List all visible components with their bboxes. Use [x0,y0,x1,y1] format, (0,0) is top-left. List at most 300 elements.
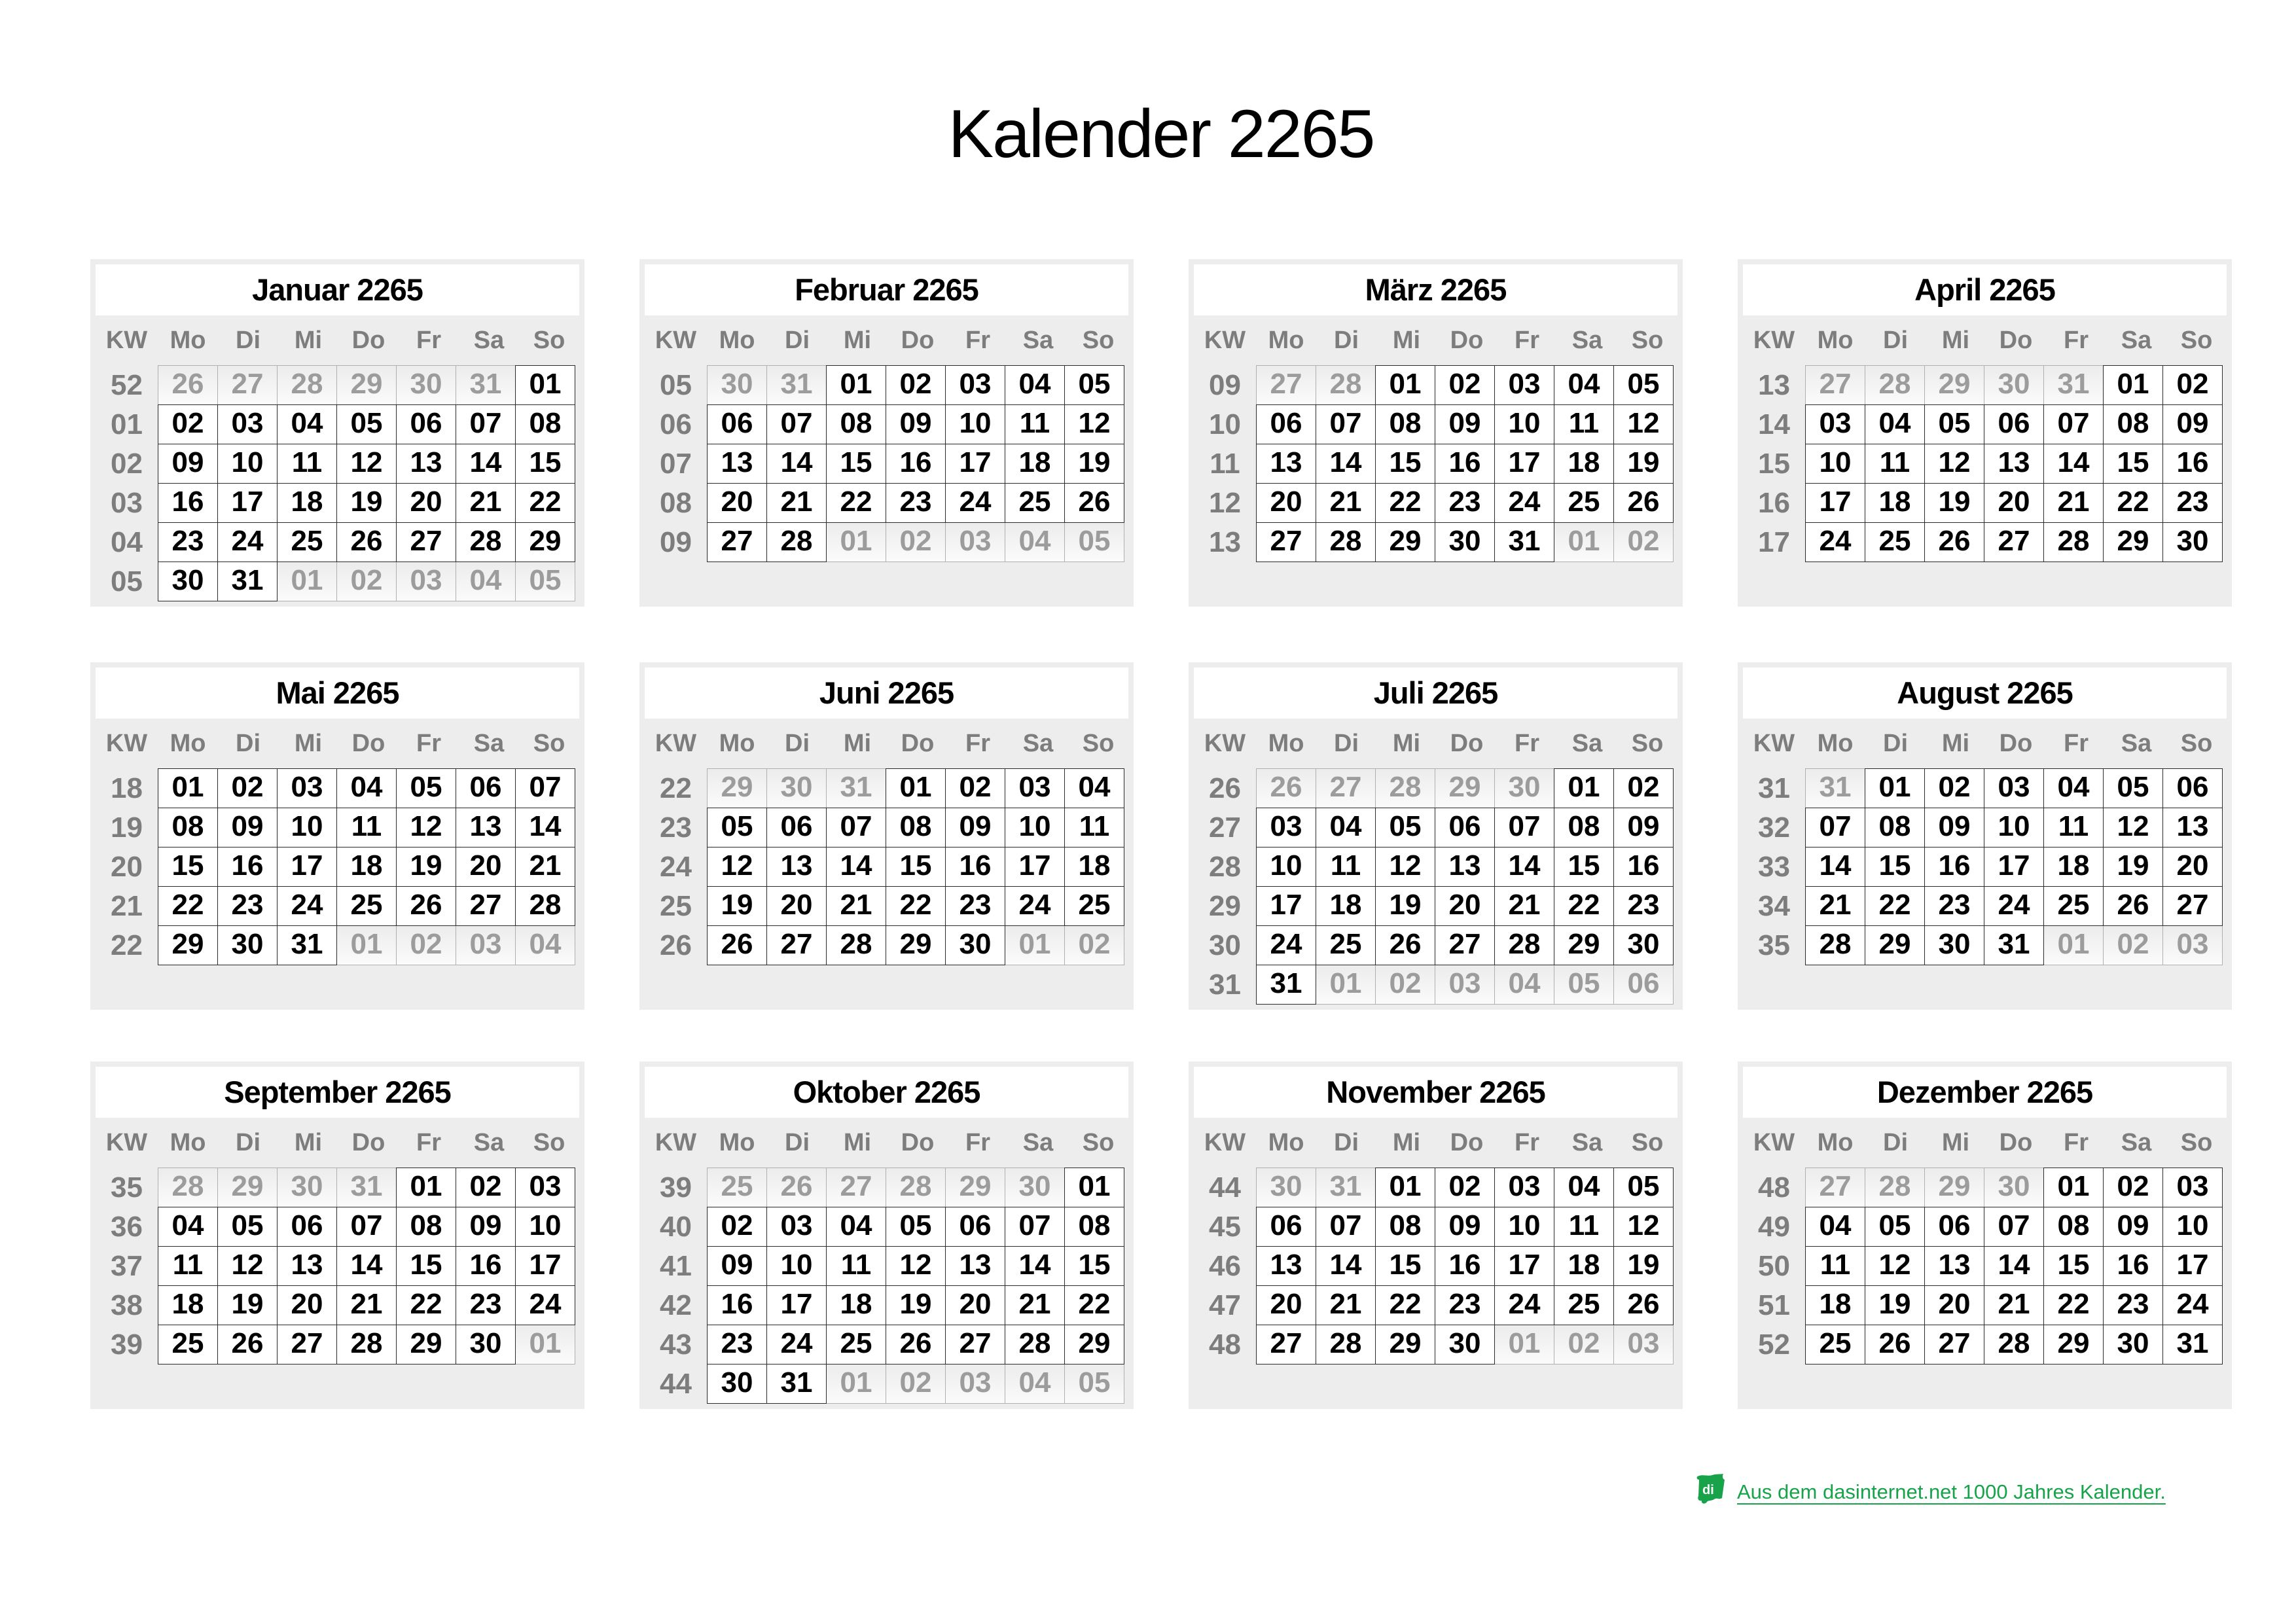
day-cell: 11 [1554,1207,1614,1247]
weekday-header-row [96,719,579,768]
weekday-header-label: Sa [473,1128,505,1156]
day-cell: 31 [1984,925,2044,965]
kw-number: 02 [111,447,143,480]
day-cell: 28 [1316,522,1376,562]
day-cell: 30 [217,925,278,965]
calendar-week-row [96,925,579,965]
day-cell: 04 [336,768,397,808]
kw-number: 24 [660,850,692,883]
day-cell: 05 [1375,808,1435,847]
month-title: Januar 2265 [96,264,579,315]
calendar-week-row [96,1246,579,1286]
day-cell: 01 [515,365,575,405]
kw-number: 26 [660,929,692,961]
day-cell: 09 [1435,1207,1495,1247]
adjacent-month-day-cell: 01 [2043,925,2104,965]
day-cell: 19 [1375,886,1435,926]
weekday-header-label: Mo [1268,326,1304,354]
day-cell: 12 [217,1246,278,1286]
day-cell: 07 [1984,1207,2044,1247]
day-cell: 20 [766,886,827,926]
kw-number: 33 [1758,850,1790,883]
day-cell: 14 [1805,847,1865,887]
day-cell: 04 [1865,404,1925,444]
day-cell: 29 [1554,925,1614,965]
adjacent-month-day-cell: 26 [1256,768,1316,808]
adjacent-month-day-cell: 30 [766,768,827,808]
day-cell: 01 [826,365,886,405]
day-cell: 27 [766,925,827,965]
calendar-week-row [645,1364,1128,1404]
month-block [1189,1061,1683,1409]
day-cell: 13 [1256,444,1316,484]
adjacent-month-day-cell: 29 [1435,768,1495,808]
weekday-header-label: Di [785,326,810,354]
month-block [639,1061,1134,1409]
day-cell: 04 [1554,365,1614,405]
kw-number: 30 [1209,929,1241,961]
adjacent-month-day-cell: 02 [886,1364,946,1404]
adjacent-month-day-cell: 25 [707,1168,767,1207]
day-cell: 06 [396,404,456,444]
weekday-header-label: Do [351,1128,386,1156]
day-cell: 26 [396,886,456,926]
day-cell: 19 [1865,1285,1925,1325]
months-row-2 [90,662,2232,1010]
day-cell: 31 [766,1364,827,1404]
day-cell: 24 [1005,886,1065,926]
kw-number: 01 [111,408,143,440]
day-cell: 20 [707,483,767,523]
day-cell: 29 [1375,522,1435,562]
kw-number: 38 [111,1289,143,1321]
day-cell: 27 [396,522,456,562]
day-cell: 02 [1613,768,1674,808]
day-cell: 09 [1435,404,1495,444]
day-cell: 25 [1005,483,1065,523]
weekday-header-label: So [1631,1128,1664,1156]
calendar-week-row [645,925,1128,965]
calendar-week-row [1194,522,1677,562]
kw-number: 27 [1209,811,1241,844]
kw-header-label: KW [655,729,697,757]
day-cell: 10 [515,1207,575,1247]
adjacent-month-day-cell: 03 [1435,965,1495,1005]
kw-number: 52 [1758,1328,1790,1361]
kw-header-label: KW [1204,1128,1246,1156]
day-cell: 26 [886,1325,946,1364]
day-cell: 06 [2162,768,2223,808]
calendar-week-row [1743,925,2227,965]
calendar-week-row [96,522,579,562]
day-cell: 04 [158,1207,218,1247]
day-cell: 31 [1494,522,1554,562]
day-cell: 27 [1256,1325,1316,1364]
day-cell: 20 [945,1285,1005,1325]
day-cell: 11 [826,1246,886,1286]
day-cell: 29 [515,522,575,562]
month-title: November 2265 [1194,1067,1677,1118]
weekday-header-label: Sa [1022,1128,1054,1156]
day-cell: 17 [2162,1246,2223,1286]
calendar-week-row [1743,483,2227,523]
kw-number: 26 [1209,772,1241,804]
weekday-header-label: Do [901,729,935,757]
weekday-header-label: Di [236,729,260,757]
day-cell: 31 [277,925,337,965]
weekday-header-label: Sa [1571,729,1603,757]
calendar-week-row [1194,483,1677,523]
kw-number: 07 [660,447,692,480]
day-cell: 30 [707,1364,767,1404]
weekday-header-label: Sa [2121,326,2152,354]
weekday-header-label: Di [1334,326,1359,354]
day-cell: 25 [1554,483,1614,523]
day-cell: 18 [1005,444,1065,484]
weekday-header-label: Mo [719,1128,755,1156]
calendar-week-row [1743,768,2227,808]
day-cell: 18 [1554,1246,1614,1286]
day-cell: 30 [1613,925,1674,965]
day-cell: 08 [1064,1207,1124,1247]
adjacent-month-day-cell: 30 [1984,365,2044,405]
kw-number: 06 [660,408,692,440]
weekday-header-label: So [2180,729,2213,757]
day-cell: 23 [2162,483,2223,523]
weekday-header-label: Mi [294,729,323,757]
kw-number: 17 [1758,526,1790,558]
weekday-header-label: Mi [1392,729,1421,757]
month-title: Dezember 2265 [1743,1067,2227,1118]
day-cell: 26 [336,522,397,562]
weekday-header-label: Mi [1392,326,1421,354]
weekday-header-label: So [1082,326,1115,354]
day-cell: 16 [1924,847,1984,887]
adjacent-month-day-cell: 29 [1924,365,1984,405]
day-cell: 14 [336,1246,397,1286]
day-cell: 24 [2162,1285,2223,1325]
day-cell: 15 [1554,847,1614,887]
kw-number: 22 [111,929,143,961]
day-cell: 29 [1375,1325,1435,1364]
month-block [90,259,584,607]
day-cell: 12 [1865,1246,1925,1286]
kw-header-label: KW [105,1128,148,1156]
kw-number: 21 [111,889,143,922]
day-cell: 02 [945,768,1005,808]
day-cell: 19 [396,847,456,887]
weekday-header-label: Mi [1941,1128,1970,1156]
day-cell: 25 [1805,1325,1865,1364]
kw-number: 46 [1209,1249,1241,1282]
adjacent-month-day-cell: 03 [945,1364,1005,1404]
day-cell: 28 [826,925,886,965]
day-cell: 28 [336,1325,397,1364]
day-cell: 14 [456,444,516,484]
kw-number: 18 [111,772,143,804]
day-cell: 24 [515,1285,575,1325]
day-cell: 28 [1984,1325,2044,1364]
day-cell: 01 [1064,1168,1124,1207]
month-block [90,662,584,1010]
day-cell: 08 [2103,404,2163,444]
kw-number: 48 [1209,1328,1241,1361]
day-cell: 26 [1613,1285,1674,1325]
day-cell: 06 [456,768,516,808]
adjacent-month-day-cell: 01 [515,1325,575,1364]
adjacent-month-day-cell: 05 [515,562,575,601]
day-cell: 13 [1435,847,1495,887]
adjacent-month-day-cell: 02 [2103,925,2163,965]
adjacent-month-day-cell: 30 [1005,1168,1065,1207]
day-cell: 13 [1256,1246,1316,1286]
day-cell: 23 [2103,1285,2163,1325]
weekday-header-label: Mi [294,1128,323,1156]
weekday-header-label: Sa [2121,729,2152,757]
day-cell: 05 [1865,1207,1925,1247]
day-cell: 27 [2162,886,2223,926]
calendar-week-row [1194,1285,1677,1325]
day-cell: 23 [456,1285,516,1325]
adjacent-month-day-cell: 01 [1554,522,1614,562]
day-cell: 21 [456,483,516,523]
day-cell: 14 [826,847,886,887]
day-cell: 03 [1494,365,1554,405]
kw-number: 42 [660,1289,692,1321]
day-cell: 16 [707,1285,767,1325]
day-cell: 12 [1613,1207,1674,1247]
kw-number: 05 [660,368,692,401]
day-cell: 05 [707,808,767,847]
day-cell: 22 [1865,886,1925,926]
kw-number: 50 [1758,1249,1790,1282]
day-cell: 21 [1316,1285,1376,1325]
day-cell: 10 [1805,444,1865,484]
day-cell: 22 [886,886,946,926]
weekday-header-row [1194,1118,1677,1168]
day-cell: 05 [1924,404,1984,444]
kw-number: 11 [1210,447,1240,480]
day-cell: 31 [2162,1325,2223,1364]
day-cell: 25 [158,1325,218,1364]
kw-number: 10 [1209,408,1241,440]
day-cell: 10 [1984,808,2044,847]
weekday-header-label: Do [1450,1128,1484,1156]
adjacent-month-day-cell: 02 [1613,522,1674,562]
weekday-header-label: Mo [1817,326,1854,354]
day-cell: 26 [1924,522,1984,562]
day-cell: 01 [1375,365,1435,405]
kw-number: 14 [1758,408,1790,440]
kw-number: 20 [111,850,143,883]
kw-number: 28 [1209,850,1241,883]
day-cell: 20 [277,1285,337,1325]
kw-number: 45 [1209,1210,1241,1243]
weekday-header-label: Do [351,326,386,354]
day-cell: 15 [1865,847,1925,887]
day-cell: 18 [1554,444,1614,484]
day-cell: 02 [1924,768,1984,808]
adjacent-month-day-cell: 02 [396,925,456,965]
day-cell: 18 [158,1285,218,1325]
day-cell: 10 [1256,847,1316,887]
adjacent-month-day-cell: 27 [1316,768,1376,808]
weekday-header-label: Sa [1022,729,1054,757]
adjacent-month-day-cell: 28 [158,1168,218,1207]
weekday-header-label: Fr [965,1128,990,1156]
weekday-header-label: Sa [473,326,505,354]
weekday-header-label: Fr [1515,1128,1539,1156]
calendar-week-row [1194,404,1677,444]
day-cell: 21 [515,847,575,887]
weekday-header-label: Do [1999,1128,2033,1156]
calendar-week-row [1194,925,1677,965]
month-block [1189,662,1683,1010]
adjacent-month-day-cell: 27 [1805,1168,1865,1207]
day-cell: 09 [158,444,218,484]
day-cell: 02 [1435,1168,1495,1207]
weekday-header-label: Fr [1515,326,1539,354]
day-cell: 23 [1435,1285,1495,1325]
day-cell: 07 [1005,1207,1065,1247]
day-cell: 19 [1064,444,1124,484]
month-block [639,259,1134,607]
day-cell: 22 [396,1285,456,1325]
day-cell: 21 [1805,886,1865,926]
kw-number: 39 [111,1328,143,1361]
day-cell: 27 [1924,1325,1984,1364]
weekday-header-label: Fr [2064,729,2089,757]
weekday-header-label: Mi [1392,1128,1421,1156]
day-cell: 02 [158,404,218,444]
day-cell: 09 [217,808,278,847]
day-cell: 20 [1924,1285,1984,1325]
kw-number: 34 [1758,889,1790,922]
calendar-week-row [1743,522,2227,562]
adjacent-month-day-cell: 05 [1554,965,1614,1005]
adjacent-month-day-cell: 05 [1064,1364,1124,1404]
day-cell: 21 [826,886,886,926]
calendar-week-row [1743,1207,2227,1247]
day-cell: 12 [886,1246,946,1286]
weekday-header-row [645,719,1128,768]
kw-number: 48 [1758,1171,1790,1204]
day-cell: 02 [886,365,946,405]
day-cell: 09 [2162,404,2223,444]
day-cell: 19 [886,1285,946,1325]
day-cell: 22 [2103,483,2163,523]
day-cell: 04 [2043,768,2104,808]
day-cell: 21 [1494,886,1554,926]
calendar-week-row [1743,365,2227,405]
adjacent-month-day-cell: 01 [336,925,397,965]
day-cell: 16 [158,483,218,523]
adjacent-month-day-cell: 29 [1924,1168,1984,1207]
kw-number: 39 [660,1171,692,1204]
adjacent-month-day-cell: 31 [766,365,827,405]
day-cell: 08 [1375,404,1435,444]
adjacent-month-day-cell: 03 [396,562,456,601]
footer-link[interactable]: Aus dem dasinternet.net 1000 Jahres Kalender. [1737,1480,2166,1503]
day-cell: 28 [456,522,516,562]
day-cell: 25 [1865,522,1925,562]
day-cell: 15 [158,847,218,887]
kw-number: 09 [1209,368,1241,401]
adjacent-month-day-cell: 28 [1375,768,1435,808]
day-cell: 11 [2043,808,2104,847]
weekday-header-label: So [1631,729,1664,757]
day-cell: 03 [277,768,337,808]
kw-number: 15 [1758,447,1790,480]
day-cell: 30 [456,1325,516,1364]
day-cell: 25 [277,522,337,562]
day-cell: 22 [1375,1285,1435,1325]
day-cell: 10 [945,404,1005,444]
adjacent-month-day-cell: 02 [1554,1325,1614,1364]
adjacent-month-day-cell: 29 [707,768,767,808]
day-cell: 01 [158,768,218,808]
day-cell: 18 [2043,847,2104,887]
weekday-header-label: Mo [1268,729,1304,757]
adjacent-month-day-cell: 30 [1984,1168,2044,1207]
adjacent-month-day-cell: 30 [1494,768,1554,808]
day-cell: 13 [945,1246,1005,1286]
month-title: Mai 2265 [96,668,579,719]
day-cell: 08 [1375,1207,1435,1247]
weekday-header-label: Sa [1571,1128,1603,1156]
adjacent-month-day-cell: 03 [1613,1325,1674,1364]
adjacent-month-day-cell: 01 [1494,1325,1554,1364]
day-cell: 17 [766,1285,827,1325]
svg-text:di: di [1702,1483,1714,1497]
adjacent-month-day-cell: 04 [1005,1364,1065,1404]
adjacent-month-day-cell: 31 [1805,768,1865,808]
day-cell: 03 [945,365,1005,405]
month-title: Juni 2265 [645,668,1128,719]
kw-number: 35 [111,1171,143,1204]
adjacent-month-day-cell: 29 [217,1168,278,1207]
day-cell: 07 [1316,404,1376,444]
day-cell: 08 [2043,1207,2104,1247]
day-cell: 02 [1435,365,1495,405]
calendar-week-row [1194,886,1677,926]
month-title: April 2265 [1743,264,2227,315]
day-cell: 22 [826,483,886,523]
day-cell: 23 [886,483,946,523]
weekday-header-row [1743,719,2227,768]
day-cell: 13 [396,444,456,484]
adjacent-month-day-cell: 27 [217,365,278,405]
day-cell: 07 [1805,808,1865,847]
weekday-header-label: Fr [416,326,441,354]
day-cell: 04 [277,404,337,444]
weekday-header-label: So [533,326,565,354]
calendar-week-row [1743,1168,2227,1207]
day-cell: 28 [1316,1325,1376,1364]
day-cell: 24 [277,886,337,926]
weekday-header-label: Mi [294,326,323,354]
day-cell: 04 [1805,1207,1865,1247]
kw-number: 13 [1209,526,1241,558]
day-cell: 18 [826,1285,886,1325]
day-cell: 13 [766,847,827,887]
day-cell: 16 [2103,1246,2163,1286]
day-cell: 20 [1984,483,2044,523]
adjacent-month-day-cell: 01 [277,562,337,601]
day-cell: 21 [336,1285,397,1325]
weekday-header-label: So [533,729,565,757]
calendar-week-row [1743,886,2227,926]
